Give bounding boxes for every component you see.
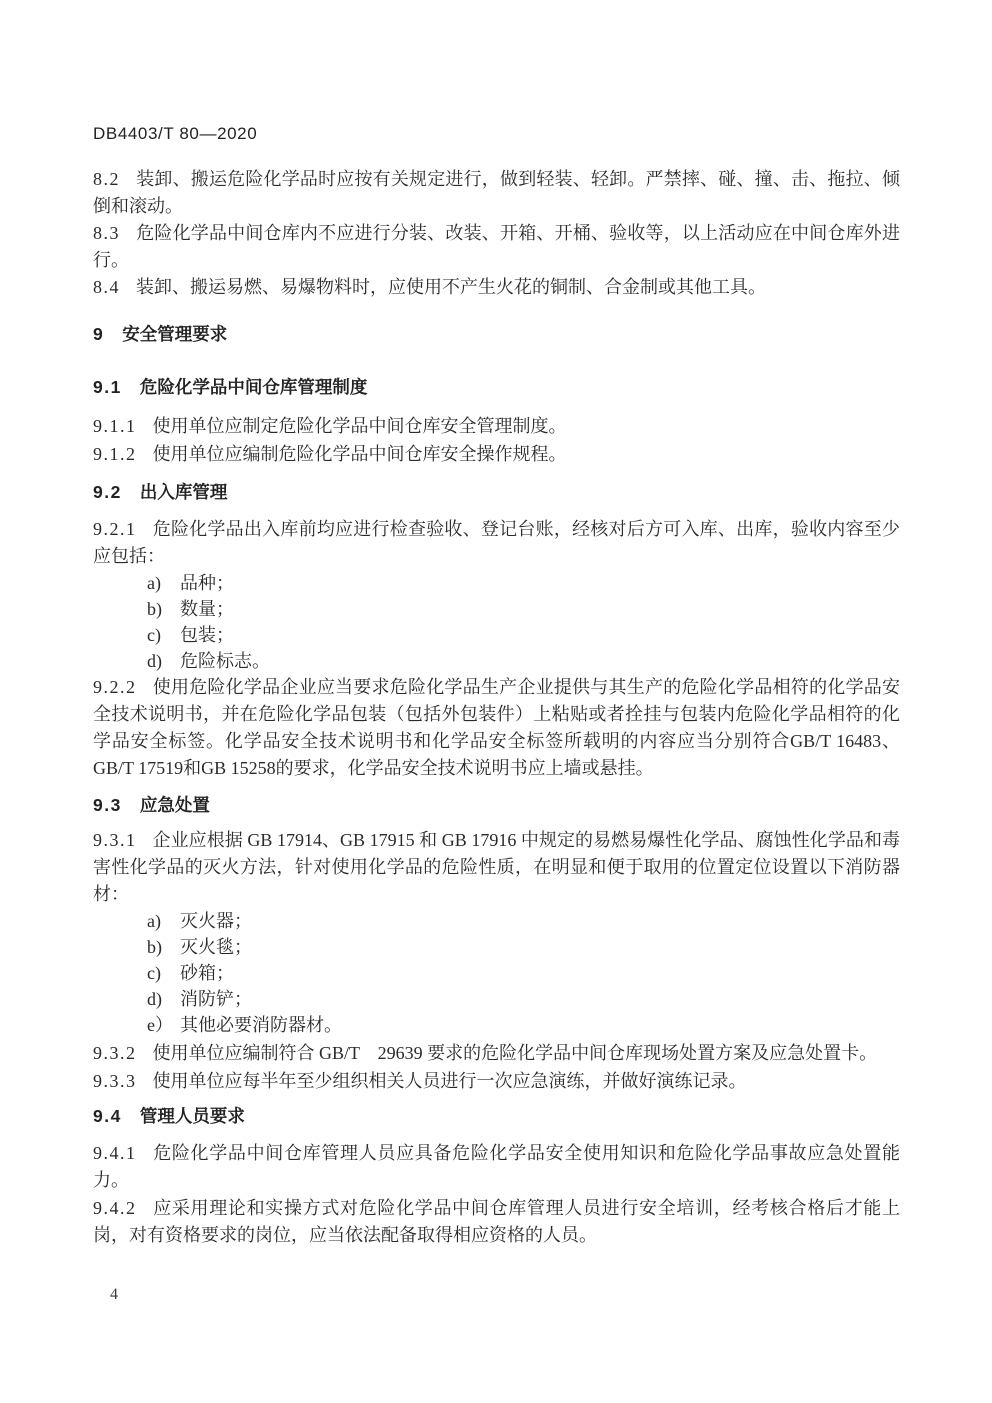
clause-8-3-text: 危险化学品中间仓库内不应进行分装、改装、开箱、开桶、验收等，以上活动应在中间仓库外进行。 [93, 223, 900, 270]
clause-8-3-number: 8.3 [93, 223, 120, 243]
section-9-3-title: 应急处置 [139, 795, 210, 815]
clause-9-3-2 [93, 1040, 900, 1067]
clause-9-3-3-text: 使用单位应每半年至少组织相关人员进行一次应急演练，并做好演练记录。 [152, 1071, 747, 1091]
clause-9-4-2-number: 9.4.2 [93, 1198, 137, 1218]
list-item-text: 包装； [180, 625, 234, 645]
acceptance-items-list [93, 570, 900, 674]
clause-9-3-1 [93, 827, 900, 908]
clause-9-2-1 [93, 516, 900, 570]
section-9-3-number: 9.3 [93, 795, 122, 815]
clause-9-4-1-text: 危险化学品中间仓库管理人员应具备危险化学品安全使用知识和危险化学品事故应急处置能力。 [93, 1143, 900, 1190]
clause-9-1-1-number: 9.1.1 [93, 416, 137, 436]
clause-9-3-3-number: 9.3.3 [93, 1071, 137, 1091]
section-heading-9 [93, 321, 900, 348]
section-heading-9-3 [93, 792, 900, 819]
fire-equipment-list [93, 908, 900, 1038]
list-item [93, 648, 900, 674]
list-item-marker: a) [147, 573, 161, 593]
page-number: 4 [110, 1286, 118, 1303]
list-item-marker: c) [147, 963, 161, 983]
clause-9-1-2-text: 使用单位应编制危险化学品中间仓库安全操作规程。 [152, 444, 567, 464]
section-9-number: 9 [93, 324, 105, 344]
list-item-marker: d) [147, 651, 162, 671]
list-item [93, 570, 900, 596]
list-item-marker: e） [147, 1015, 173, 1035]
clause-9-4-2-text: 应采用理论和实操方式对危险化学品中间仓库管理人员进行安全培训，经考核合格后才能上岗，对有资格要求的岗位，应当依法配备取得相应资格的人员。 [93, 1198, 900, 1245]
clause-8-4 [93, 274, 900, 301]
list-item-text: 砂箱； [180, 963, 234, 983]
clause-9-2-1-text: 危险化学品出入库前均应进行检查验收、登记台账，经核对后方可入库、出库，验收内容至少应包括： [93, 519, 900, 566]
list-item-text: 品种； [180, 573, 234, 593]
clause-8-4-text: 装卸、搬运易燃、易爆物料时，应使用不产生火花的铜制、合金制或其他工具。 [136, 277, 766, 297]
clause-9-2-2 [93, 674, 900, 782]
list-item-text: 数量； [180, 599, 234, 619]
section-9-2-title: 出入库管理 [139, 482, 228, 502]
section-heading-9-1 [93, 374, 900, 401]
list-item-text: 危险标志。 [180, 651, 270, 671]
list-item-text: 其他必要消防器材。 [180, 1015, 342, 1035]
clause-8-4-number: 8.4 [93, 277, 120, 297]
section-heading-9-2 [93, 479, 900, 506]
list-item [93, 908, 900, 934]
section-9-1-number: 9.1 [93, 377, 122, 397]
clause-9-4-1 [93, 1140, 900, 1194]
clause-9-4-1-number: 9.4.1 [93, 1143, 137, 1163]
clause-9-1-1-text: 使用单位应制定危险化学品中间仓库安全管理制度。 [152, 416, 567, 436]
doc-header-code: DB4403/T 80—2020 [93, 124, 258, 143]
section-9-2-number: 9.2 [93, 482, 122, 502]
section-9-1-title: 危险化学品中间仓库管理制度 [139, 377, 368, 397]
list-item [93, 934, 900, 960]
list-item-marker: c) [147, 625, 161, 645]
clause-9-1-2 [93, 441, 900, 468]
clause-9-3-1-text: 企业应根据 GB 17914、GB 17915 和 GB 17916 中规定的易燃易爆性化学品、腐蚀性化学品和毒害性化学品的灭火方法，针对使用化学品的危险性质，在明显和便于取用的位置定位设置以下消防器材： [93, 830, 900, 904]
list-item [93, 960, 900, 986]
clause-9-1-2-number: 9.1.2 [93, 444, 137, 464]
clause-9-3-2-number: 9.3.2 [93, 1043, 137, 1063]
clause-9-1-1 [93, 413, 900, 440]
clause-8-3 [93, 220, 900, 274]
clause-9-2-1-number: 9.2.1 [93, 519, 137, 539]
list-item-marker: a) [147, 911, 161, 931]
clause-8-2-text: 装卸、搬运危险化学品时应按有关规定进行，做到轻装、轻卸。严禁摔、碰、撞、击、拖拉、倾倒和滚动。 [93, 169, 900, 216]
list-item [93, 596, 900, 622]
section-9-title: 安全管理要求 [122, 324, 228, 344]
clause-9-2-2-text: 使用危险化学品企业应当要求危险化学品生产企业提供与其生产的危险化学品相符的化学品安全技术说明书，并在危险化学品包装（包括外包装件）上粘贴或者拴挂与包装内危险化学品相符的化学品安全标签。化学品安全技术说明书和化学品安全标签所载明的内容应当分别符合GB/T 16483、GB/T 17519和GB 15258的要求，化学品安全技术说明书应上墙或悬挂。 [93, 677, 900, 778]
clause-8-2 [93, 166, 900, 220]
list-item-text: 灭火毯； [180, 937, 252, 957]
list-item [93, 986, 900, 1012]
list-item-marker: d) [147, 989, 162, 1009]
section-9-4-title: 管理人员要求 [139, 1106, 245, 1126]
section-9-4-number: 9.4 [93, 1106, 122, 1126]
list-item [93, 622, 900, 648]
clause-9-3-3 [93, 1068, 900, 1095]
list-item-marker: b) [147, 599, 162, 619]
section-heading-9-4 [93, 1103, 900, 1130]
list-item-text: 灭火器； [180, 911, 252, 931]
list-item-text: 消防铲； [180, 989, 252, 1009]
list-item-marker: b) [147, 937, 162, 957]
list-item [93, 1012, 900, 1038]
clause-9-2-2-number: 9.2.2 [93, 677, 137, 697]
clause-9-3-1-number: 9.3.1 [93, 830, 137, 850]
clause-8-2-number: 8.2 [93, 169, 120, 189]
clause-9-3-2-text: 使用单位应编制符合 GB/T 29639 要求的危险化学品中间仓库现场处置方案及应急处置卡。 [152, 1043, 878, 1063]
clause-9-4-2 [93, 1195, 900, 1249]
